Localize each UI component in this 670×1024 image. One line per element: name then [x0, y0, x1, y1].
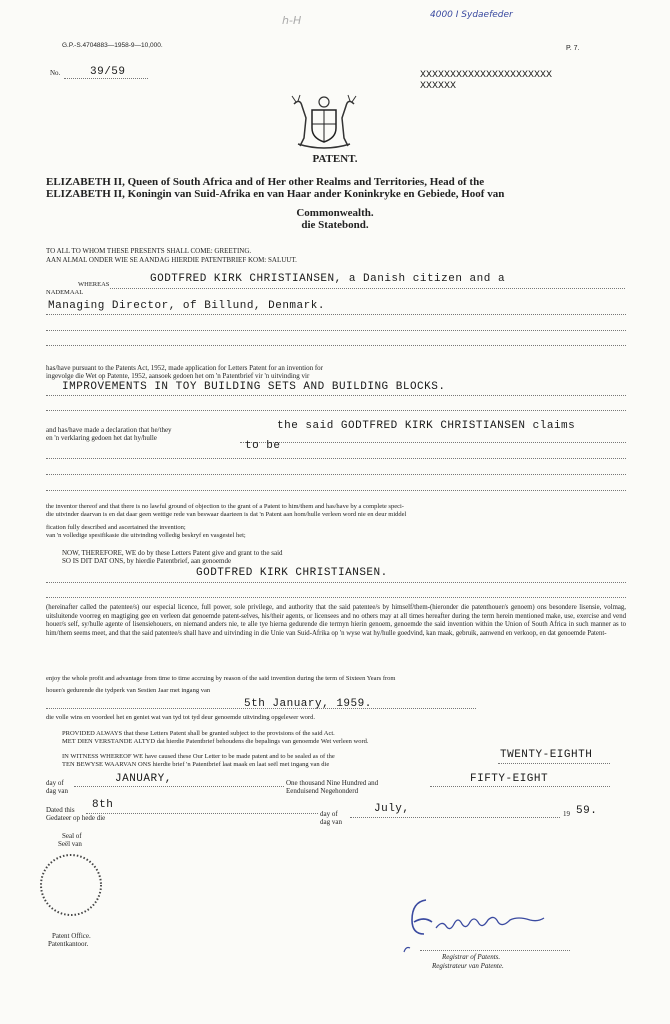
struck-out-line: XXXXXXXXXXXXXXXXXXXXXX	[420, 70, 553, 81]
witness-day-of: day of	[46, 779, 64, 787]
witness-year: FIFTY-EIGHT	[470, 773, 549, 785]
witness-thousand: One thousand Nine Hundred and	[286, 779, 379, 787]
witness-month: JANUARY,	[115, 773, 172, 785]
witness-afrikaans: TEN BEWYSE WAARVAN ONS hierdie brief 'n Patentbrief laat maak en laat seël met ingang van die	[62, 761, 330, 768]
dated-month: July,	[374, 803, 410, 815]
patent-office-afrikaans: Patentkantoor.	[48, 940, 89, 948]
term-start-date: 5th January, 1959.	[244, 698, 372, 710]
handwritten-note-top-right: 4000 I Sydaefeder	[430, 10, 513, 20]
term-after: die volle wins en voordeel het en geniet wat van tyd tot tyd deur genoemde uitvinding opgelewer word.	[46, 714, 315, 721]
dated-year-suffix: 59.	[576, 805, 598, 817]
inventor-afrikaans: die uitvinder daarvan is en dat daar geen wettige rede van beswaar daarteen is dat 'n Patent aan hom/hulle verleen word nie en deur middel	[46, 511, 407, 518]
witness-eenduisend: Eenduisend Negehonderd	[286, 787, 359, 795]
provided-afrikaans: MET DIEN VERSTANDE ALTYD dat hierdie Patentbrief behoudens die bepalings van genoemde Wet verleen word.	[62, 738, 369, 745]
term-english: enjoy the whole profit and advantage from time to time accruing by reason of the said invention during the term of Sixteen Years from	[46, 675, 396, 682]
inventor-afrikaans-2: van 'n volledige spesifikasie die uitvinding volledig beskryf en vasgestel het;	[46, 532, 246, 539]
dated-dag-van: dag van	[320, 818, 342, 826]
applicant-line-2: Managing Director, of Billund, Denmark.	[48, 300, 325, 312]
patent-office-english: Patent Office.	[52, 932, 91, 940]
licence-paragraph: (hereinafter called the patentee/s) our especial licence, full power, sole privilege, and authority that the said patentee/s by himself/them-(hieronder die patenthouer/s genoem) ons besondere lisensie, volmag, uitsluitende voorreg en magtiging gee en verleen dat genoemde patent-selves, his/their agents, or licensees and no others may at all times hereafter during the term herein mentioned make, use, exercise and vend houer/s self, sy/hulle agente of lisensiehouers, en niemand anders nie, te alle tye hierna gedurende die termyn hierin genoem, genoemde the said invention within the Union of South Africa in such manner as to him/them seems meet, and that the said patentee/s shall have and uitvinding in die Unie van Suid-Afrika op 'n wyse wat hy/hulle goedvind, kan maak, gebruik, aanwend en verkoop, en dat genoemde Patent-	[46, 604, 626, 637]
print-reference: G.P.-S.4704883—1958-9—10,000.	[62, 42, 163, 49]
witness-english: IN WITNESS WHEREOF WE have caused these Our Letter to be made patent and to be sealed as of the	[62, 753, 335, 760]
declaration-afrikaans: en 'n verklaring gedoen het dat hy/hulle	[46, 434, 157, 442]
title-line-afrikaans: ELIZABETH II, Koningin van Suid-Afrika en van Haar ander Koninkryke en Gebiede, Hoof van	[46, 188, 505, 200]
provided-english: PROVIDED ALWAYS that these Letters Patent shall be granted subject to the provisions of the said Act.	[62, 730, 335, 737]
dated-day-of: day of	[320, 810, 338, 818]
dated-afrikaans: Gedateer op hede die	[46, 814, 106, 822]
number-value: 39/59	[90, 66, 126, 78]
declaration-typed-2: to be	[245, 440, 281, 452]
whereas-label: WHEREAS	[78, 281, 110, 288]
grantee-name: GODTFRED KIRK CHRISTIANSEN.	[196, 567, 388, 579]
invention-title: IMPROVEMENTS IN TOY BUILDING SETS AND BUILDING BLOCKS.	[62, 381, 446, 393]
inventor-english-2: fication fully described and ascertained the invention;	[46, 524, 186, 531]
application-afrikaans: ingevolge die Wet op Patente, 1952, aansoek gedoen het om 'n Patentbrief vir 'n uitvinding vir	[46, 372, 310, 380]
declaration-typed-1: the said GODTFRED KIRK CHRISTIANSEN claims	[277, 420, 576, 432]
handwritten-note-top: h-H	[282, 14, 302, 27]
registrar-afrikaans: Registrateur van Patente.	[432, 962, 504, 970]
seel-label: Seël van	[58, 840, 82, 848]
inventor-english: the inventor thereof and that there is no lawful ground of objection to the grant of a Patent to him/them and has/have by a complete speci-	[46, 503, 404, 510]
coat-of-arms-emblem	[284, 94, 364, 150]
nademaal-label: NADEMAAL	[46, 289, 84, 296]
application-english: has/have pursuant to the Patents Act, 1952, made application for Letters Patent for an invention for	[46, 364, 324, 372]
greeting-afrikaans: AAN ALMAL ONDER WIE SE AANDAG HIERDIE PATENTBRIEF KOM: SALUUT.	[46, 256, 297, 264]
seal-label: Seal of	[62, 832, 82, 840]
witness-day: TWENTY-EIGHTH	[500, 749, 593, 761]
grant-afrikaans: SO IS DIT DAT ONS, by hierdie Patentbrief, aan genoemde	[62, 557, 232, 565]
dated-year-prefix: 19	[563, 810, 570, 818]
applicant-line-1: GODTFRED KIRK CHRISTIANSEN, a Danish citizen and a	[150, 273, 506, 285]
number-label: No.	[50, 69, 61, 77]
commonwealth-english: Commonwealth.	[296, 207, 374, 219]
dated-english: Dated this	[46, 806, 75, 814]
page-number: P. 7.	[566, 45, 580, 52]
struck-out-line: XXXXXX	[420, 81, 457, 92]
grant-english: NOW, THEREFORE, WE do by these Letters Patent give and grant to the said	[62, 549, 283, 557]
registrar-english: Registrar of Patents.	[442, 953, 501, 961]
title-line-english: ELIZABETH II, Queen of South Africa and of Her other Realms and Territories, Head of the	[46, 176, 485, 188]
dated-day: 8th	[92, 799, 114, 811]
term-afrikaans: houer/s gedurende die tydperk van Sestien Jaar met ingang van	[46, 687, 211, 694]
witness-dag-van: dag van	[46, 787, 68, 795]
patent-title: PATENT.	[312, 153, 358, 165]
registrar-signature	[396, 880, 596, 960]
declaration-english: and has/have made a declaration that he/they	[46, 426, 172, 434]
commonwealth-afrikaans: die Statebond.	[301, 219, 369, 231]
greeting-english: TO ALL TO WHOM THESE PRESENTS SHALL COME: GREETING.	[46, 247, 252, 255]
seal-circle-icon	[38, 852, 104, 918]
